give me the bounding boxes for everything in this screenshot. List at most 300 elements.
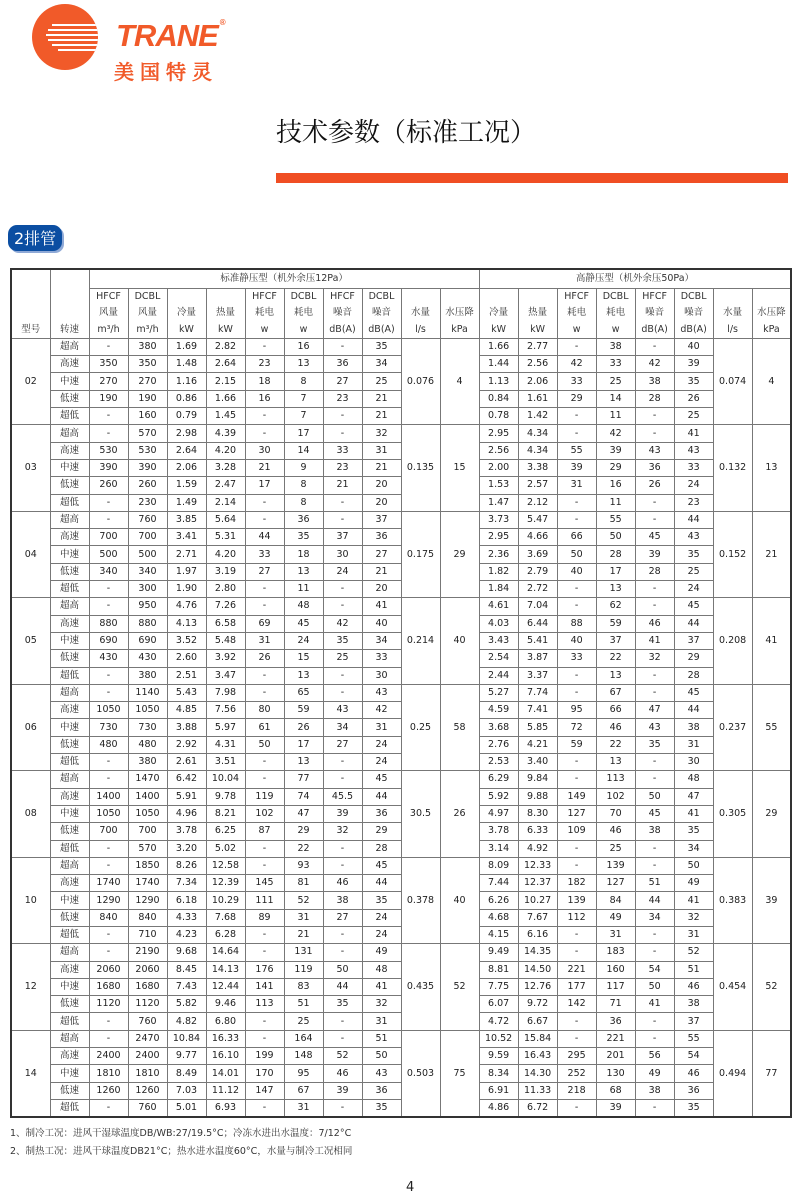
data-cell: -: [635, 598, 674, 615]
water-flow-cell: 0.305: [713, 771, 752, 857]
data-cell: 31: [557, 477, 596, 494]
data-cell: -: [245, 338, 284, 355]
data-cell: 4.33: [167, 909, 206, 926]
data-cell: 2.53: [479, 754, 518, 771]
data-cell: 24: [362, 926, 401, 943]
data-cell: 9.88: [518, 788, 557, 805]
data-cell: -: [635, 511, 674, 528]
table-row: [11, 425, 791, 442]
data-cell: 3.20: [167, 840, 206, 857]
data-cell: 43: [323, 702, 362, 719]
model-cell: 03: [11, 425, 50, 511]
data-cell: -: [245, 598, 284, 615]
data-cell: 1810: [89, 1065, 128, 1082]
data-cell: 31: [596, 926, 635, 943]
data-cell: 3.78: [479, 823, 518, 840]
data-cell: -: [89, 581, 128, 598]
data-cell: 2400: [128, 1048, 167, 1065]
data-cell: 14: [284, 442, 323, 459]
data-cell: -: [245, 944, 284, 961]
data-cell: 34: [323, 719, 362, 736]
data-cell: -: [323, 926, 362, 943]
spec-table: [10, 268, 792, 1118]
data-cell: 31: [362, 719, 401, 736]
data-cell: 59: [557, 736, 596, 753]
column-header: 耗电: [284, 305, 323, 321]
data-cell: 8: [284, 494, 323, 511]
data-cell: 43: [635, 442, 674, 459]
data-cell: 52: [674, 944, 713, 961]
data-cell: 1.69: [167, 338, 206, 355]
data-cell: -: [245, 425, 284, 442]
data-cell: 2.47: [206, 477, 245, 494]
data-cell: -: [635, 771, 674, 788]
data-cell: 13: [596, 581, 635, 598]
data-cell: 55: [557, 442, 596, 459]
data-cell: -: [245, 684, 284, 701]
data-cell: 25: [674, 563, 713, 580]
data-cell: 2.98: [167, 425, 206, 442]
data-cell: 26: [245, 650, 284, 667]
water-flow-cell: 0.076: [401, 338, 440, 424]
data-cell: 27: [323, 736, 362, 753]
data-cell: 113: [596, 771, 635, 788]
data-cell: 950: [128, 598, 167, 615]
page-title: 技术参数（标准工况）: [276, 118, 537, 148]
data-cell: 49: [674, 875, 713, 892]
data-cell: 7.44: [479, 875, 518, 892]
data-cell: 570: [128, 840, 167, 857]
data-cell: -: [635, 857, 674, 874]
data-cell: 14.01: [206, 1065, 245, 1082]
data-cell: 700: [128, 823, 167, 840]
data-cell: 6.18: [167, 892, 206, 909]
data-cell: -: [557, 1013, 596, 1030]
data-cell: 1050: [128, 805, 167, 822]
title-underline: [276, 173, 788, 183]
model-cell: 10: [11, 857, 50, 943]
data-cell: 31: [284, 1099, 323, 1117]
speed-cell: 高速: [50, 615, 89, 632]
data-cell: 380: [128, 338, 167, 355]
pressure-drop-cell: 58: [440, 684, 479, 770]
data-cell: 44: [635, 892, 674, 909]
data-cell: 41: [635, 996, 674, 1013]
data-cell: 7.75: [479, 978, 518, 995]
data-cell: 38: [596, 338, 635, 355]
data-cell: 17: [596, 563, 635, 580]
data-cell: -: [89, 494, 128, 511]
data-cell: 1.82: [479, 563, 518, 580]
column-header: HFCF: [245, 289, 284, 306]
data-cell: 24: [362, 754, 401, 771]
data-cell: 13: [596, 754, 635, 771]
data-cell: 16: [284, 338, 323, 355]
column-header: 冷量: [167, 305, 206, 321]
data-cell: 131: [284, 944, 323, 961]
data-cell: 35: [674, 823, 713, 840]
data-cell: 59: [284, 702, 323, 719]
data-cell: 1290: [89, 892, 128, 909]
data-cell: 2.77: [518, 338, 557, 355]
data-cell: 48: [674, 771, 713, 788]
speed-cell: 超低: [50, 754, 89, 771]
data-cell: 147: [245, 1082, 284, 1099]
data-cell: 28: [635, 563, 674, 580]
data-cell: 221: [557, 961, 596, 978]
data-cell: 6.80: [206, 1013, 245, 1030]
data-cell: 27: [362, 546, 401, 563]
data-cell: 25: [596, 840, 635, 857]
data-cell: 95: [284, 1065, 323, 1082]
data-cell: 32: [635, 650, 674, 667]
data-cell: 260: [89, 477, 128, 494]
data-cell: 23: [323, 459, 362, 476]
data-cell: -: [89, 926, 128, 943]
column-header: kPa: [440, 322, 479, 339]
data-cell: -: [557, 667, 596, 684]
column-header: 耗电: [557, 305, 596, 321]
data-cell: -: [557, 684, 596, 701]
data-cell: 14.30: [518, 1065, 557, 1082]
data-cell: 2.72: [518, 581, 557, 598]
data-cell: -: [323, 425, 362, 442]
data-cell: 13: [596, 667, 635, 684]
data-cell: 3.88: [167, 719, 206, 736]
data-cell: 69: [245, 615, 284, 632]
data-cell: 33: [362, 650, 401, 667]
column-header: [479, 289, 518, 306]
data-cell: 27: [245, 563, 284, 580]
data-cell: 43: [635, 719, 674, 736]
data-cell: 9: [284, 459, 323, 476]
data-cell: 22: [284, 840, 323, 857]
column-header: kPa: [752, 322, 791, 339]
data-cell: 2.64: [206, 356, 245, 373]
data-cell: 8.26: [167, 857, 206, 874]
data-cell: 13: [284, 667, 323, 684]
column-header: dB(A): [323, 322, 362, 339]
data-cell: 170: [245, 1065, 284, 1082]
data-cell: 39: [323, 805, 362, 822]
data-cell: 1850: [128, 857, 167, 874]
data-cell: 9.72: [518, 996, 557, 1013]
data-cell: 29: [557, 390, 596, 407]
pressure-drop-cell: 21: [752, 511, 791, 597]
column-header: DCBL: [362, 289, 401, 306]
water-flow-cell: 0.454: [713, 944, 752, 1030]
data-cell: 5.97: [206, 719, 245, 736]
data-cell: 4.34: [518, 425, 557, 442]
data-cell: -: [635, 1030, 674, 1047]
column-header: kW: [167, 322, 206, 339]
page-number: 4: [406, 1180, 415, 1195]
data-cell: -: [245, 754, 284, 771]
speed-cell: 中速: [50, 719, 89, 736]
data-cell: 8.09: [479, 857, 518, 874]
data-cell: -: [89, 944, 128, 961]
data-cell: -: [635, 667, 674, 684]
table-row: [11, 684, 791, 701]
water-flow-cell: 0.237: [713, 684, 752, 770]
data-cell: 25: [596, 373, 635, 390]
data-cell: 36: [596, 1013, 635, 1030]
data-cell: 21: [362, 563, 401, 580]
data-cell: 95: [557, 702, 596, 719]
speed-cell: 超高: [50, 598, 89, 615]
data-cell: 4.61: [479, 598, 518, 615]
speed-cell: 中速: [50, 546, 89, 563]
data-cell: 1.49: [167, 494, 206, 511]
data-cell: 2470: [128, 1030, 167, 1047]
data-cell: -: [323, 754, 362, 771]
data-cell: 6.07: [479, 996, 518, 1013]
data-cell: 300: [128, 581, 167, 598]
data-cell: 52: [284, 892, 323, 909]
column-header: kW: [479, 322, 518, 339]
data-cell: 36: [362, 529, 401, 546]
brand-name-cn: 美国特灵: [114, 60, 218, 84]
data-cell: 7.26: [206, 598, 245, 615]
data-cell: 34: [362, 632, 401, 649]
data-cell: 390: [89, 459, 128, 476]
data-cell: 4.15: [479, 926, 518, 943]
data-cell: 11.33: [518, 1082, 557, 1099]
data-cell: 2.12: [518, 494, 557, 511]
column-header: [401, 289, 440, 306]
column-header: 水压降: [440, 305, 479, 321]
data-cell: 2.82: [206, 338, 245, 355]
model-cell: 12: [11, 944, 50, 1030]
data-cell: 35: [323, 632, 362, 649]
data-cell: 15.84: [518, 1030, 557, 1047]
data-cell: 1.13: [479, 373, 518, 390]
data-cell: 117: [596, 978, 635, 995]
data-cell: 1050: [89, 702, 128, 719]
data-cell: 50: [245, 736, 284, 753]
speed-cell: 超高: [50, 684, 89, 701]
data-cell: -: [557, 926, 596, 943]
data-cell: 5.41: [518, 632, 557, 649]
data-cell: 17: [245, 477, 284, 494]
data-cell: 2.57: [518, 477, 557, 494]
data-cell: 2060: [89, 961, 128, 978]
data-cell: 252: [557, 1065, 596, 1082]
data-cell: 42: [596, 425, 635, 442]
column-header: [752, 289, 791, 306]
data-cell: 160: [128, 408, 167, 425]
data-cell: 6.33: [518, 823, 557, 840]
data-cell: -: [323, 771, 362, 788]
data-cell: 23: [674, 494, 713, 511]
data-cell: 35: [323, 996, 362, 1013]
data-cell: 1260: [89, 1082, 128, 1099]
speed-cell: 低速: [50, 909, 89, 926]
table-row: [11, 598, 791, 615]
data-cell: 45: [635, 805, 674, 822]
data-cell: 8: [284, 373, 323, 390]
data-cell: 15: [284, 650, 323, 667]
data-cell: 43: [362, 684, 401, 701]
data-cell: 760: [128, 1013, 167, 1030]
data-cell: 74: [284, 788, 323, 805]
speed-cell: 超低: [50, 408, 89, 425]
water-flow-cell: 0.25: [401, 684, 440, 770]
data-cell: -: [245, 511, 284, 528]
data-cell: 27: [323, 373, 362, 390]
table-row: [11, 1030, 791, 1047]
pressure-drop-cell: 52: [752, 944, 791, 1030]
column-header: [518, 289, 557, 306]
data-cell: -: [557, 598, 596, 615]
data-cell: 0.86: [167, 390, 206, 407]
data-cell: 30: [323, 546, 362, 563]
speed-cell: 高速: [50, 788, 89, 805]
data-cell: 42: [635, 356, 674, 373]
data-cell: 71: [596, 996, 635, 1013]
pressure-drop-cell: 77: [752, 1030, 791, 1117]
data-cell: 37: [362, 511, 401, 528]
table-row: [11, 857, 791, 874]
data-cell: 1680: [128, 978, 167, 995]
data-cell: 1120: [89, 996, 128, 1013]
speed-cell: 超低: [50, 494, 89, 511]
data-cell: 50: [323, 961, 362, 978]
data-cell: 47: [635, 702, 674, 719]
data-cell: 7.67: [518, 909, 557, 926]
data-cell: -: [245, 840, 284, 857]
column-header: [440, 289, 479, 306]
data-cell: 840: [128, 909, 167, 926]
water-flow-cell: 0.074: [713, 338, 752, 424]
pressure-drop-cell: 15: [440, 425, 479, 511]
data-cell: 49: [596, 909, 635, 926]
data-cell: 46: [323, 875, 362, 892]
speed-cell: 中速: [50, 978, 89, 995]
speed-cell: 中速: [50, 805, 89, 822]
data-cell: 8.30: [518, 805, 557, 822]
column-header: 冷量: [479, 305, 518, 321]
data-cell: 12.33: [518, 857, 557, 874]
data-cell: 3.38: [518, 459, 557, 476]
data-cell: 48: [362, 961, 401, 978]
data-cell: 8.45: [167, 961, 206, 978]
data-cell: 182: [557, 875, 596, 892]
data-cell: 31: [245, 632, 284, 649]
data-cell: 4.20: [206, 546, 245, 563]
data-cell: 12.58: [206, 857, 245, 874]
data-cell: 14.64: [206, 944, 245, 961]
column-header: 水压降: [752, 305, 791, 321]
data-cell: 30: [674, 754, 713, 771]
data-cell: 2.06: [518, 373, 557, 390]
model-cell: 14: [11, 1030, 50, 1117]
data-cell: 28: [362, 840, 401, 857]
data-cell: 112: [557, 909, 596, 926]
column-header: w: [245, 322, 284, 339]
data-cell: 8.21: [206, 805, 245, 822]
data-cell: 56: [635, 1048, 674, 1065]
pressure-drop-cell: 40: [440, 857, 479, 943]
column-header: 耗电: [596, 305, 635, 321]
data-cell: 1.61: [518, 390, 557, 407]
data-cell: 66: [557, 529, 596, 546]
data-cell: 1.59: [167, 477, 206, 494]
data-cell: 66: [596, 702, 635, 719]
data-cell: 40: [674, 338, 713, 355]
model-cell: 08: [11, 771, 50, 857]
data-cell: 88: [557, 615, 596, 632]
data-cell: -: [557, 857, 596, 874]
data-cell: 35: [362, 892, 401, 909]
data-cell: 113: [245, 996, 284, 1013]
data-cell: 6.16: [518, 926, 557, 943]
data-cell: -: [323, 511, 362, 528]
data-cell: 880: [89, 615, 128, 632]
data-cell: 1.47: [479, 494, 518, 511]
data-cell: 201: [596, 1048, 635, 1065]
water-flow-cell: 0.152: [713, 511, 752, 597]
data-cell: 44: [674, 615, 713, 632]
data-cell: -: [323, 1030, 362, 1047]
data-cell: 1740: [128, 875, 167, 892]
speed-cell: 超高: [50, 1030, 89, 1047]
data-cell: 190: [128, 390, 167, 407]
data-cell: 44: [674, 702, 713, 719]
data-cell: 480: [128, 736, 167, 753]
data-cell: 55: [674, 1030, 713, 1047]
data-cell: 41: [635, 632, 674, 649]
data-cell: 480: [89, 736, 128, 753]
data-cell: 43: [362, 1065, 401, 1082]
data-cell: -: [635, 684, 674, 701]
data-cell: 43: [674, 442, 713, 459]
data-cell: 3.37: [518, 667, 557, 684]
data-cell: 11.12: [206, 1082, 245, 1099]
model-cell: 04: [11, 511, 50, 597]
data-cell: 44: [362, 788, 401, 805]
data-cell: 50: [674, 857, 713, 874]
data-cell: 430: [89, 650, 128, 667]
data-cell: 9.84: [518, 771, 557, 788]
data-cell: 5.85: [518, 719, 557, 736]
column-header: HFCF: [323, 289, 362, 306]
table-row: [11, 338, 791, 355]
data-cell: 61: [245, 719, 284, 736]
column-header: 风量: [128, 305, 167, 321]
data-cell: 47: [284, 805, 323, 822]
data-cell: 340: [89, 563, 128, 580]
data-cell: 6.28: [206, 926, 245, 943]
column-header: 水量: [713, 305, 752, 321]
speed-cell: 高速: [50, 442, 89, 459]
data-cell: -: [557, 494, 596, 511]
speed-cell: 超低: [50, 840, 89, 857]
data-cell: 8.34: [479, 1065, 518, 1082]
pressure-drop-cell: 4: [752, 338, 791, 424]
data-cell: 9.77: [167, 1048, 206, 1065]
data-cell: 177: [557, 978, 596, 995]
data-cell: 40: [557, 632, 596, 649]
data-cell: -: [635, 1099, 674, 1117]
data-cell: -: [245, 857, 284, 874]
speed-cell: 低速: [50, 736, 89, 753]
data-cell: 50: [362, 1048, 401, 1065]
model-cell: 02: [11, 338, 50, 424]
speed-cell: 超低: [50, 581, 89, 598]
data-cell: 4.92: [518, 840, 557, 857]
data-cell: 1400: [128, 788, 167, 805]
